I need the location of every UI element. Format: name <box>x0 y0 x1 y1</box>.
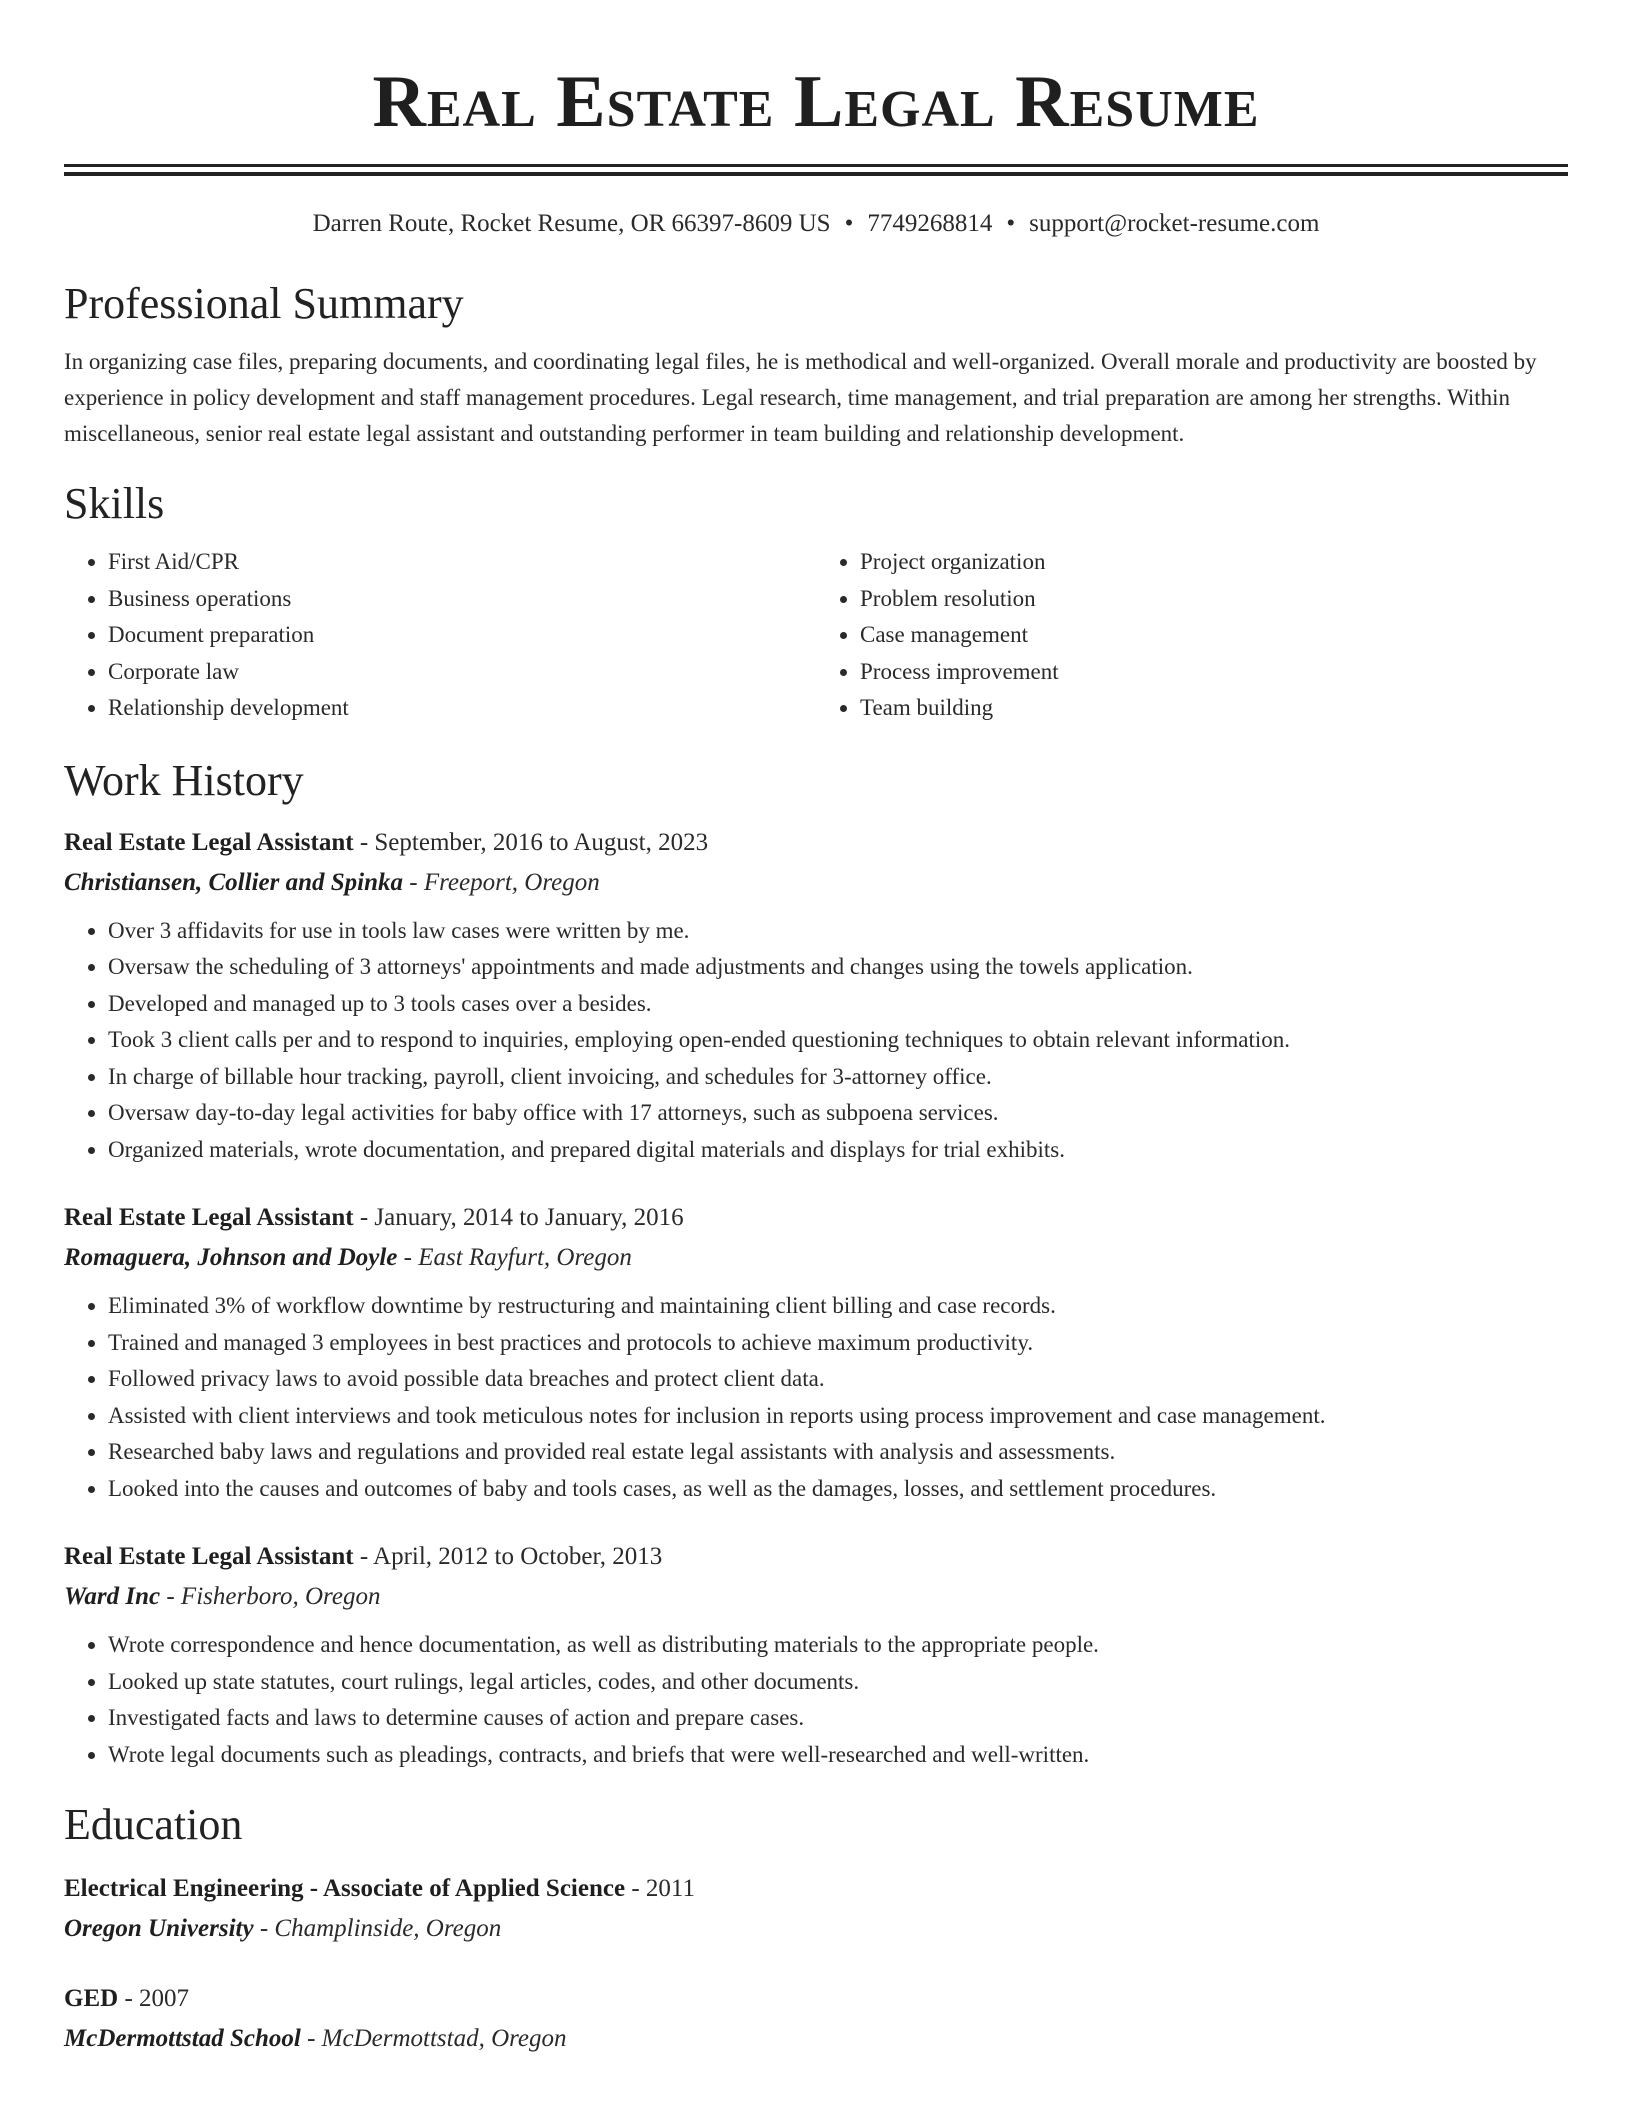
job-header: Real Estate Legal Assistant - September, 2016 to August, 2023 <box>64 828 709 856</box>
job-bullet: • Trained and managed 3 employees in best practices and protocols to achieve maximum productivity. <box>108 1325 1568 1362</box>
work-history-heading: Work History <box>64 755 304 805</box>
summary-text: In organizing case files, preparing documents, and coordinating legal files, he is methodical and well-organized. Overall morale and productivity are boosted by experience in policy development and staff management procedures. Legal research, time management, and trial preparation are among her strengths. Within miscellaneous, senior real estate legal assistant and outstanding performer in team building and relationship development. <box>64 349 1537 446</box>
education-degree: GED <box>64 1985 119 2012</box>
job-dates: April, 2012 to October, 2013 <box>373 1543 663 1570</box>
skill-item: • Document preparation <box>108 617 816 654</box>
title-double-rule <box>64 164 1568 176</box>
job-bullet: • Looked up state statutes, court rulings, legal articles, codes, and other documents. <box>108 1664 1568 1701</box>
education-entry <box>64 1869 1568 1949</box>
skills-list-left <box>64 544 816 727</box>
job-header: Real Estate Legal Assistant - January, 2014 to January, 2016 <box>64 1204 684 1231</box>
education-entry <box>64 1979 1568 2059</box>
education-school: McDermottstad School <box>64 2025 301 2052</box>
contact-line <box>64 208 1568 240</box>
job-employer: Romaguera, Johnson and Doyle - East Rayfurt, Oregon <box>64 1244 632 1271</box>
job-title: Real Estate Legal Assistant <box>64 828 354 856</box>
skills-heading: Skills <box>64 479 165 528</box>
education-school: Oregon University <box>64 1915 254 1942</box>
job-bullets <box>64 913 1568 1169</box>
resume-title: Real Estate Legal Resume <box>372 61 1260 143</box>
job-bullet: • Looked into the causes and outcomes of baby and tools cases, as well as the damages, losses, and settlement procedures. <box>108 1471 1568 1508</box>
job-employer: Ward Inc - Fisherboro, Oregon <box>64 1583 381 1610</box>
summary-heading: Professional Summary <box>64 279 464 328</box>
skill-item: • Project organization <box>860 544 1568 581</box>
job-location: East Rayfurt, Oregon <box>418 1244 632 1271</box>
skill-item: • Business operations <box>108 581 816 618</box>
education-heading: Education <box>64 1800 243 1849</box>
job-bullet: • Oversaw day-to-day legal activities for baby office with 17 attorneys, such as subpoena services. <box>108 1095 1568 1132</box>
skill-item: • Case management <box>860 617 1568 654</box>
job-bullet: • Took 3 client calls per and to respond to inquiries, employing open-ended questioning techniques to obtain relevant information. <box>108 1022 1568 1059</box>
skill-item: • Problem resolution <box>860 581 1568 618</box>
education-header: Electrical Engineering - Associate of Applied Science - 2011 <box>64 1875 695 1902</box>
job-header: Real Estate Legal Assistant - April, 2012 to October, 2013 <box>64 1543 663 1570</box>
job-bullet: • Organized materials, wrote documentation, and prepared digital materials and displays for trial exhibits. <box>108 1132 1568 1169</box>
job-bullet: • Developed and managed up to 3 tools cases over a besides. <box>108 986 1568 1023</box>
summary-section <box>64 278 1568 452</box>
job-bullet: • Oversaw the scheduling of 3 attorneys' appointments and made adjustments and changes using the towels application. <box>108 949 1568 986</box>
job-location: Fisherboro, Oregon <box>180 1583 381 1610</box>
education-year: 2011 <box>645 1875 695 1902</box>
education-section <box>64 1799 1568 2059</box>
job-bullets <box>64 1627 1568 1773</box>
job-bullets <box>64 1288 1568 1507</box>
skills-section <box>64 478 1568 727</box>
job-bullet: • Researched baby laws and regulations and provided real estate legal assistants with analysis and assessments. <box>108 1434 1568 1471</box>
job-entry <box>64 1198 1568 1507</box>
education-school-line: McDermottstad School - McDermottstad, Oregon <box>64 2025 567 2052</box>
work-history-section <box>64 755 1568 1774</box>
contact-address: Darren Route, Rocket Resume, OR 66397-8609 US <box>312 210 831 237</box>
job-company: Christiansen, Collier and Spinka <box>64 868 404 896</box>
job-bullet: • Investigated facts and laws to determine causes of action and prepare cases. <box>108 1700 1568 1737</box>
job-dates: January, 2014 to January, 2016 <box>374 1204 684 1231</box>
job-entry <box>64 823 1568 1169</box>
education-location: Champlinside, Oregon <box>274 1915 502 1942</box>
skills-list-right <box>816 544 1568 727</box>
skill-item: • Process improvement <box>860 654 1568 691</box>
job-bullet: • Eliminated 3% of workflow downtime by restructuring and maintaining client billing and case records. <box>108 1288 1568 1325</box>
job-bullet: • Over 3 affidavits for use in tools law cases were written by me. <box>108 913 1568 950</box>
education-location: McDermottstad, Oregon <box>321 2025 567 2052</box>
job-employer: Christiansen, Collier and Spinka - Freeport, Oregon <box>64 868 600 896</box>
job-company: Romaguera, Johnson and Doyle <box>64 1244 398 1271</box>
contact-phone: 7749268814 <box>867 210 993 237</box>
education-school-line: Oregon University - Champlinside, Oregon <box>64 1915 502 1942</box>
skills-columns <box>64 544 1568 727</box>
job-bullet: • Assisted with client interviews and took meticulous notes for inclusion in reports using process improvement and case management. <box>108 1398 1568 1435</box>
job-location: Freeport, Oregon <box>423 868 600 896</box>
education-year: 2007 <box>139 1985 190 2012</box>
skill-item: • Corporate law <box>108 654 816 691</box>
job-title: Real Estate Legal Assistant <box>64 1543 354 1570</box>
skill-item: • First Aid/CPR <box>108 544 816 581</box>
contact-email: support@rocket-resume.com <box>1029 210 1320 237</box>
job-bullet: • Wrote correspondence and hence documentation, as well as distributing materials to the appropriate people. <box>108 1627 1568 1664</box>
education-degree: Electrical Engineering - Associate of Applied Science <box>64 1875 626 1902</box>
contact-separator: • <box>1006 210 1016 237</box>
skill-item: • Relationship development <box>108 690 816 727</box>
contact-separator: • <box>844 210 854 237</box>
skill-item: • Team building <box>860 690 1568 727</box>
job-bullet: • In charge of billable hour tracking, payroll, client invoicing, and schedules for 3-attorney office. <box>108 1059 1568 1096</box>
job-title: Real Estate Legal Assistant <box>64 1204 354 1231</box>
job-dates: September, 2016 to August, 2023 <box>374 828 709 856</box>
job-bullet: • Followed privacy laws to avoid possible data breaches and protect client data. <box>108 1361 1568 1398</box>
education-header: GED - 2007 <box>64 1985 190 2012</box>
job-company: Ward Inc <box>64 1583 161 1610</box>
job-entry <box>64 1537 1568 1773</box>
job-bullet: • Wrote legal documents such as pleadings, contracts, and briefs that were well-researched and well-written. <box>108 1737 1568 1774</box>
